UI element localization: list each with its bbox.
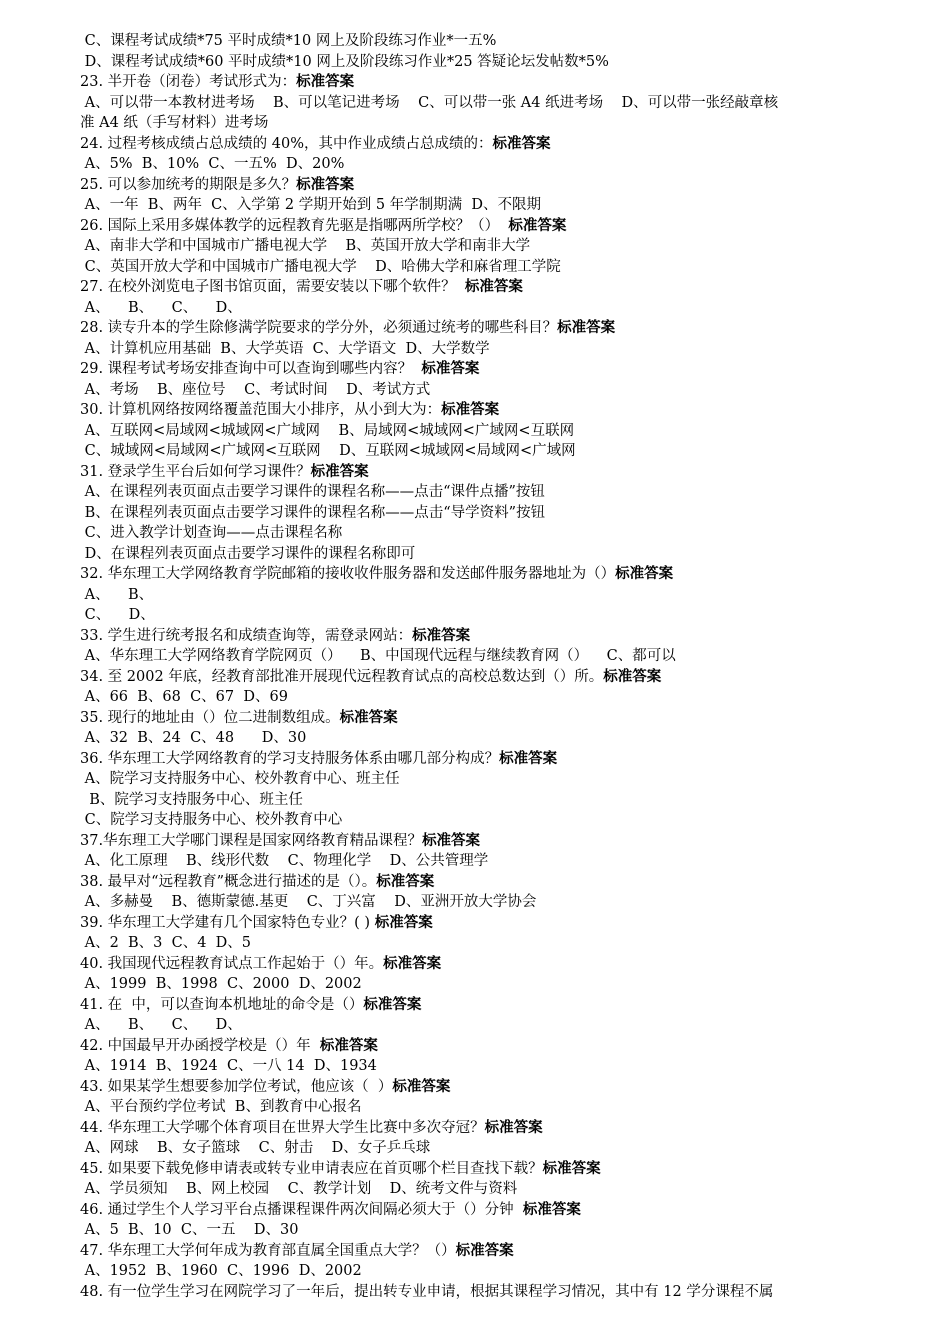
- text-line: [80, 1159, 880, 1180]
- line-text: 26. 国际上采用多媒体教学的远程教育先驱是指哪两所学校？（）: [80, 217, 509, 234]
- line-text: A、 B、 C、 D、: [80, 299, 242, 316]
- line-text: A、化工原理 B、线形代数 C、物理化学 D、公共管理学: [80, 853, 489, 869]
- text-line: [80, 462, 880, 483]
- line-text: D、课程考试成绩*60 平时成绩*10 网上及阶段练习作业*25 答疑论坛发帖数*5%: [80, 53, 609, 70]
- text-line: [80, 52, 880, 73]
- text-line: [80, 72, 880, 93]
- text-line: [80, 236, 880, 257]
- text-line: [80, 1077, 880, 1098]
- answer-label: 标准答案: [422, 832, 481, 849]
- line-text: A、南非大学和中国城市广播电视大学 B、英国开放大学和南非大学: [80, 238, 531, 254]
- line-text: 33. 学生进行统考报名和成绩查询等，需登录网站：: [80, 627, 413, 644]
- text-line: [80, 769, 880, 790]
- text-line: [80, 790, 880, 811]
- text-line: [80, 851, 880, 872]
- line-text: C、课程考试成绩*75 平时成绩*10 网上及阶段练习作业*一五%: [80, 33, 497, 49]
- line-text: A、互联网<局域网<城域网<广域网 B、局域网<城域网<广域网<互联网: [80, 422, 575, 439]
- line-text: C、英国开放大学和中国城市广播电视大学 D、哈佛大学和麻省理工学院: [80, 258, 561, 275]
- line-text: A、66 B、68 C、67 D、69: [80, 689, 288, 705]
- line-text: B、院学习支持服务中心、班主任: [80, 791, 303, 808]
- line-text: A、1914 B、1924 C、一八 14 D、1934: [80, 1058, 377, 1074]
- text-line: [80, 708, 880, 729]
- answer-label: 标准答案: [392, 1078, 451, 1095]
- text-line: [80, 1220, 880, 1241]
- text-line: [80, 1179, 880, 1200]
- answer-label: 标准答案: [615, 566, 674, 582]
- line-text: A、网球 B、女子篮球 C、射击 D、女子乒乓球: [80, 1140, 431, 1156]
- line-text: C、进入教学计划查询——点击课程名称: [80, 525, 343, 541]
- text-line: [80, 728, 880, 749]
- text-line: [80, 913, 880, 934]
- line-text: A、一年 B、两年 C、入学第 2 学期开始到 5 年学制期满 D、不限期: [80, 197, 541, 213]
- text-line: [80, 503, 880, 524]
- line-text: 37.华东理工大学哪门课程是国家网络教育精品课程？: [80, 832, 423, 849]
- line-text: 23. 半开卷（闭卷）考试形式为：: [80, 74, 297, 90]
- line-text: 准 A4 纸（手写材料）进考场: [80, 115, 269, 131]
- answer-label: 标准答案: [296, 74, 355, 90]
- answer-label: 标准答案: [484, 1119, 543, 1136]
- line-text: 48. 有一位学生学习在网院学习了一年后，提出转专业申请，根据其课程学习情况，其中有 12 学分课程不属: [80, 1283, 774, 1300]
- answer-label: 标准答案: [499, 750, 558, 767]
- text-line: [80, 339, 880, 360]
- line-text: A、 B、 C、 D、: [80, 1017, 242, 1033]
- line-text: A、2 B、3 C、4 D、5: [80, 935, 252, 951]
- text-line: [80, 318, 880, 339]
- line-text: A、学员须知 B、网上校园 C、教学计划 D、统考文件与资料: [80, 1181, 518, 1197]
- text-line: [80, 831, 880, 852]
- text-line: [80, 298, 880, 319]
- line-text: A、平台预约学位考试 B、到教育中心报名: [80, 1099, 362, 1115]
- line-text: A、院学习支持服务中心、校外教育中心、班主任: [80, 771, 400, 787]
- answer-label: 标准答案: [383, 955, 442, 972]
- line-text: 34. 至 2002 年底，经教育部批准开展现代远程教育试点的高校总数达到（）所。: [80, 668, 604, 685]
- text-line: [80, 933, 880, 954]
- text-line: [80, 175, 880, 196]
- answer-label: 标准答案: [374, 914, 433, 931]
- text-line: [80, 749, 880, 770]
- line-text: 28. 读专升本的学生除修满学院要求的学分外，必须通过统考的哪些科目？: [80, 320, 558, 336]
- line-text: A、考场 B、座位号 C、考试时间 D、考试方式: [80, 381, 431, 398]
- document-body: [80, 31, 880, 1302]
- answer-label: 标准答案: [310, 463, 369, 480]
- line-text: A、华东理工大学网络教育学院网页（） B、中国现代远程与继续教育网（） C、都可以: [80, 648, 676, 664]
- text-line: [80, 257, 880, 278]
- line-text: 40. 我国现代远程教育试点工作起始于（）年。: [80, 955, 384, 972]
- text-line: [80, 974, 880, 995]
- text-line: [80, 31, 880, 52]
- text-line: [80, 810, 880, 831]
- text-line: [80, 585, 880, 606]
- text-line: [80, 564, 880, 585]
- line-text: C、城域网<局域网<广域网<互联网 D、互联网<城域网<局域网<广域网: [80, 443, 576, 459]
- text-line: [80, 687, 880, 708]
- text-line: [80, 195, 880, 216]
- answer-label: 标准答案: [441, 402, 500, 418]
- line-text: 45. 如果要下载免修申请表或转专业申请表应在首页哪个栏目查找下载？: [80, 1160, 543, 1177]
- answer-label: 标准答案: [557, 320, 616, 336]
- line-text: A、多赫曼 B、德斯蒙德.基更 C、丁兴富 D、亚洲开放大学协会: [80, 894, 537, 910]
- line-text: 46. 通过学生个人学习平台点播课程课件两次间隔必须大于（）分钟: [80, 1201, 523, 1218]
- text-line: [80, 1036, 880, 1057]
- answer-label: 标准答案: [376, 873, 435, 890]
- line-text: A、可以带一本教材进考场 B、可以笔记进考场 C、可以带一张 A4 纸进考场 D、可以带一张经敲章核: [80, 94, 779, 111]
- text-line: [80, 1241, 880, 1262]
- text-line: [80, 667, 880, 688]
- text-line: [80, 872, 880, 893]
- line-text: A、5 B、10 C、一五 D、30: [80, 1222, 299, 1238]
- text-line: [80, 277, 880, 298]
- text-line: [80, 441, 880, 462]
- line-text: 27. 在校外浏览电子图书馆页面，需要安装以下哪个软件？: [80, 279, 465, 295]
- line-text: 47. 华东理工大学何年成为教育部直属全国重点大学？（）: [80, 1242, 456, 1259]
- line-text: 43. 如果某学生想要参加学位考试，他应该（ ）: [80, 1078, 393, 1095]
- line-text: A、32 B、24 C、48 D、30: [80, 730, 307, 746]
- text-line: [80, 626, 880, 647]
- line-text: 35. 现行的地址由（）位二进制数组成。: [80, 709, 340, 726]
- text-line: [80, 1261, 880, 1282]
- answer-label: 标准答案: [296, 176, 355, 193]
- text-line: [80, 954, 880, 975]
- line-text: A、 B、: [80, 586, 154, 603]
- line-text: 24. 过程考核成绩占总成绩的 40%，其中作业成绩占总成绩的：: [80, 135, 493, 152]
- text-line: [80, 421, 880, 442]
- text-line: [80, 359, 880, 380]
- text-line: [80, 1138, 880, 1159]
- line-text: A、5% B、10% C、一五% D、20%: [80, 156, 345, 172]
- text-line: [80, 113, 880, 134]
- answer-label: 标准答案: [522, 1201, 581, 1218]
- text-line: [80, 995, 880, 1016]
- text-line: [80, 605, 880, 626]
- line-text: A、计算机应用基础 B、大学英语 C、大学语文 D、大学数学: [80, 340, 490, 357]
- text-line: [80, 93, 880, 114]
- text-line: [80, 482, 880, 503]
- text-line: [80, 154, 880, 175]
- answer-label: 标准答案: [412, 627, 471, 644]
- text-line: [80, 1056, 880, 1077]
- line-text: B、在课程列表页面点击要学习课件的课程名称——点击“导学资料”按钮: [80, 504, 546, 521]
- text-line: [80, 216, 880, 237]
- answer-label: 标准答案: [508, 217, 567, 234]
- answer-label: 标准答案: [455, 1242, 514, 1259]
- answer-label: 标准答案: [603, 668, 662, 685]
- text-line: [80, 1200, 880, 1221]
- line-text: C、院学习支持服务中心、校外教育中心: [80, 812, 343, 828]
- line-text: 38. 最早对“远程教育”概念进行描述的是（）。: [80, 873, 377, 890]
- text-line: [80, 1097, 880, 1118]
- text-line: [80, 523, 880, 544]
- line-text: 41. 在 中，可以查询本机地址的命令是（）: [80, 996, 364, 1013]
- line-text: 32. 华东理工大学网络教育学院邮箱的接收收件服务器和发送邮件服务器地址为（）: [80, 566, 616, 582]
- line-text: 42. 中国最早开办函授学校是（）年: [80, 1037, 320, 1054]
- text-line: [80, 380, 880, 401]
- line-text: 44. 华东理工大学哪个体育项目在世界大学生比赛中多次夺冠？: [80, 1119, 485, 1136]
- line-text: 29. 课程考试考场安排查询中可以查询到哪些内容？: [80, 361, 422, 377]
- line-text: 39. 华东理工大学建有几个国家特色专业？( ): [80, 914, 375, 931]
- answer-label: 标准答案: [492, 135, 551, 152]
- line-text: D、在课程列表页面点击要学习课件的课程名称即可: [80, 545, 416, 562]
- text-line: [80, 1118, 880, 1139]
- answer-label: 标准答案: [363, 996, 422, 1013]
- line-text: 31. 登录学生平台后如何学习课件？: [80, 463, 311, 480]
- text-line: [80, 134, 880, 155]
- text-line: [80, 1015, 880, 1036]
- line-text: A、1999 B、1998 C、2000 D、2002: [80, 976, 362, 992]
- answer-label: 标准答案: [464, 279, 523, 295]
- line-text: 30. 计算机网络按网络覆盖范围大小排序，从小到大为：: [80, 402, 442, 418]
- text-line: [80, 646, 880, 667]
- text-line: [80, 400, 880, 421]
- line-text: C、 D、: [80, 607, 155, 623]
- answer-label: 标准答案: [339, 709, 398, 726]
- line-text: A、在课程列表页面点击要学习课件的课程名称——点击“课件点播”按钮: [80, 484, 545, 500]
- answer-label: 标准答案: [542, 1160, 601, 1177]
- answer-label: 标准答案: [421, 361, 480, 377]
- text-line: [80, 1282, 880, 1303]
- line-text: 36. 华东理工大学网络教育的学习支持服务体系由哪几部分构成？: [80, 750, 500, 767]
- line-text: 25. 可以参加统考的期限是多久？: [80, 176, 297, 193]
- line-text: A、1952 B、1960 C、1996 D、2002: [80, 1263, 362, 1279]
- text-line: [80, 544, 880, 565]
- text-line: [80, 892, 880, 913]
- answer-label: 标准答案: [319, 1037, 378, 1054]
